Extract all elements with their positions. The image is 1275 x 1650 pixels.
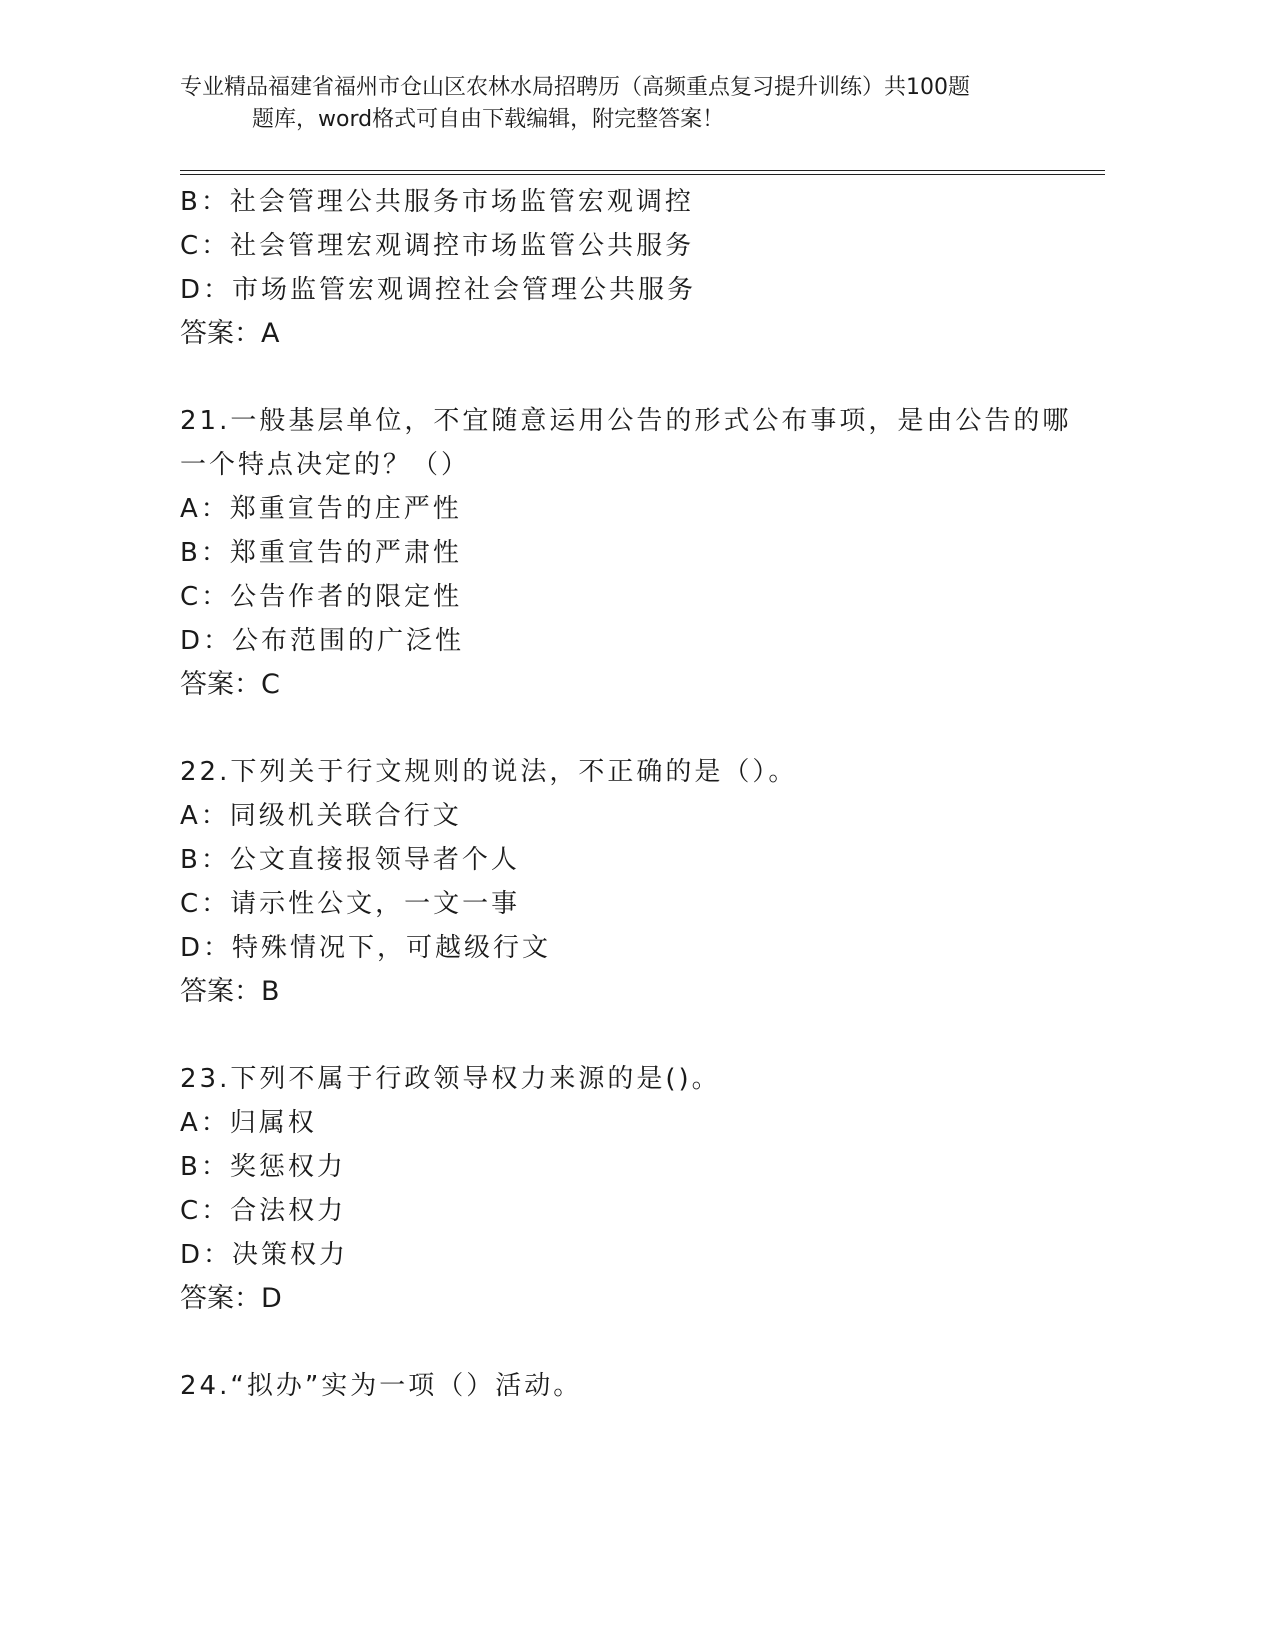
option-d: D：市场监管宏观调控社会管理公共服务 <box>180 275 697 305</box>
option-d: D：公布范围的广泛性 <box>180 626 465 656</box>
question-list <box>180 180 1080 1408</box>
option-c: C：请示性公文，一文一事 <box>180 889 521 919</box>
option-b: B：公文直接报领导者个人 <box>180 845 520 875</box>
question-20-tail <box>180 180 1080 356</box>
header-rule-bottom <box>180 174 1105 175</box>
document-header <box>180 72 1100 136</box>
option-a: A：同级机关联合行文 <box>180 801 462 831</box>
question-stem-continued: 一个特点决定的？（） <box>180 450 471 480</box>
option-c: C：社会管理宏观调控市场监管公共服务 <box>180 231 695 261</box>
answer: 答案：D <box>180 1283 282 1314</box>
answer: 答案：C <box>180 669 280 700</box>
option-b: B：郑重宣告的严肃性 <box>180 538 462 568</box>
header-title-line2: 题库，word格式可自由下载编辑，附完整答案！ <box>252 107 725 132</box>
header-title-line1: 专业精品福建省福州市仓山区农林水局招聘历（高频重点复习提升训练）共100题 <box>180 75 970 100</box>
question-24 <box>180 1364 1080 1408</box>
option-a: A：郑重宣告的庄严性 <box>180 494 462 524</box>
answer: 答案：B <box>180 976 280 1007</box>
option-c: C：公告作者的限定性 <box>180 582 463 612</box>
question-stem: 21.一般基层单位，不宜随意运用公告的形式公布事项，是由公告的哪 <box>180 406 1072 436</box>
option-b: B：社会管理公共服务市场监管宏观调控 <box>180 187 694 217</box>
option-b: B：奖惩权力 <box>180 1152 346 1182</box>
question-stem: 22.下列关于行文规则的说法，不正确的是（）。 <box>180 757 798 787</box>
question-21 <box>180 399 1080 707</box>
header-rule-top <box>180 170 1105 171</box>
question-stem: 24.“拟办”实为一项（）活动。 <box>180 1371 583 1401</box>
question-22 <box>180 750 1080 1014</box>
option-a: A：归属权 <box>180 1108 317 1138</box>
question-23 <box>180 1057 1080 1321</box>
option-c: C：合法权力 <box>180 1196 347 1226</box>
answer: 答案：A <box>180 318 280 349</box>
option-d: D：决策权力 <box>180 1240 349 1270</box>
question-stem: 23.下列不属于行政领导权力来源的是()。 <box>180 1064 721 1094</box>
option-d: D：特殊情况下，可越级行文 <box>180 933 552 963</box>
